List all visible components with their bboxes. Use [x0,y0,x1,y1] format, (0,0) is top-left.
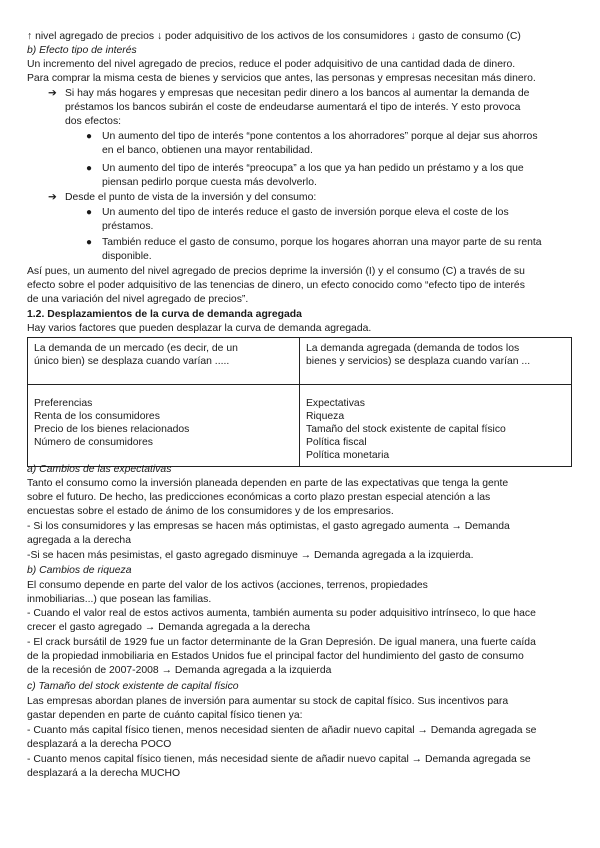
cell-line: Política fiscal [306,437,367,448]
paragraph-line: Tanto el consumo como la inversión planeada dependen en parte de las expectativas que tenga la gente [27,478,509,489]
paragraph-line: encuestas sobre el estado de ánimo de los consumidores y de los empresarios. [27,506,394,517]
list-item: préstamos. [102,221,154,232]
paragraph-line: Desde el punto de vista de la inversión y del consumo: [65,192,317,203]
paragraph-line: préstamos los bancos subirán el coste de endeudarse aumentará el tipo de interés. Y esto provoca [65,102,521,113]
table-row [28,338,572,385]
table-row [28,385,572,467]
paragraph-line: - Si los consumidores y las empresas se hacen más optimistas, el gasto agregado aumenta → Demanda [27,521,510,532]
cell-line: Precio de los bienes relacionados [34,424,190,435]
paragraph-line: inmobiliarias...) que posean las familias. [27,594,212,605]
cell-line: Preferencias [34,398,93,409]
bullet-dot-icon: ● [86,237,93,248]
cell-line: Riqueza [306,411,345,422]
cell-line: Número de consumidores [34,437,153,448]
bullet-dot-icon: ● [86,131,93,142]
table-cell-left [28,385,300,467]
intro-line: ↑ nivel agregado de precios ↓ poder adquisitivo de los activos de los consumidores ↓ gasto de consumo (C) [27,31,521,42]
bullet-dot-icon: ● [86,163,93,174]
paragraph-line: de la recesión de 2007-2008 → Demanda agregada a la izquierda [27,665,332,676]
comparison-table [27,337,572,467]
heading-stock-capital: c) Tamaño del stock existente de capital físico [27,681,239,692]
paragraph-line: agregada a la derecha [27,535,131,546]
paragraph-line: - Cuanto más capital físico tienen, menos necesidad sienten de añadir nuevo capital → Demanda agregada se [27,725,537,736]
heading-efecto-tipo-interes: b) Efecto tipo de interés [27,45,137,56]
heading-cambios-expectativas: a) Cambios de las expectativas [27,464,172,475]
paragraph-line: sobre el futuro. De hecho, las predicciones económicas a corto plazo prestan especial atención a las [27,492,491,503]
cell-line: Expectativas [306,398,365,409]
list-item: piensan pedirlo porque cuesta más devolverlo. [102,177,317,188]
cell-line: único bien) se desplaza cuando varían ..... [34,356,230,367]
bullet-dot-icon: ● [86,207,93,218]
heading-cambios-riqueza: b) Cambios de riqueza [27,565,132,576]
list-item: Un aumento del tipo de interés “pone contentos a los ahorradores” porque al dejar sus ahorros [102,131,538,142]
paragraph-line: Para comprar la misma cesta de bienes y servicios que antes, las personas y empresas necesitan más dinero. [27,73,536,84]
paragraph-line: El consumo depende en parte del valor de los activos (acciones, terrenos, propiedades [27,580,428,591]
paragraph-line: crecer el gasto agregado → Demanda agregada a la derecha [27,622,311,633]
section-heading: 1.2. Desplazamientos de la curva de demanda agregada [27,309,302,320]
cell-line: La demanda de un mercado (es decir, de un [34,343,238,354]
table-header-left [28,338,300,385]
paragraph-line: - Cuando el valor real de estos activos aumenta, también aumenta su poder adquisitivo intrínseco, lo que hace [27,608,536,619]
cell-line: Tamaño del stock existente de capital físico [306,424,506,435]
paragraph-line: de una variación del nivel agregado de precios”. [27,294,249,305]
paragraph-line: - El crack bursátil de 1929 fue un factor determinante de la Gran Depresión. De igual manera, una fuerte caída [27,637,536,648]
list-item: También reduce el gasto de consumo, porque los hogares ahorran una mayor parte de su renta [102,237,542,248]
paragraph-line: efecto sobre el poder adquisitivo de las tenencias de dinero, un efecto conocido como “efecto tipo de interés [27,280,525,291]
paragraph-line: gastar dependen en parte de cuánto capital físico tienen ya: [27,710,303,721]
list-item: Un aumento del tipo de interés “preocupa” a los que ya han pedido un préstamo y a los que [102,163,524,174]
paragraph-line: Un incremento del nivel agregado de precios, reduce el poder adquisitivo de una cantidad dada de dinero. [27,59,516,70]
paragraph-line: - Cuanto menos capital físico tienen, más necesidad siente de añadir nuevo capital → Demanda agregada se [27,754,531,765]
cell-line: La demanda agregada (demanda de todos los [306,343,520,354]
list-item: disponible. [102,251,152,262]
table-cell-right [300,385,572,467]
paragraph-line: Así pues, un aumento del nivel agregado de precios deprime la inversión (I) y el consumo (C) a través de su [27,266,525,277]
cell-line: bienes y servicios) se desplaza cuando varían ... [306,356,531,367]
cell-line: Política monetaria [306,450,390,461]
list-item: Un aumento del tipo de interés reduce el gasto de inversión porque eleva el coste de los [102,207,509,218]
paragraph-line: dos efectos: [65,116,122,127]
paragraph-line: Las empresas abordan planes de inversión para aumentar su stock de capital físico. Sus incentivos para [27,696,509,707]
paragraph-line: desplazará a la derecha POCO [27,739,172,750]
arrow-bullet-icon: ➔ [48,192,57,203]
paragraph-line: desplazará a la derecha MUCHO [27,768,181,779]
table-header-right [300,338,572,385]
arrow-bullet-icon: ➔ [48,88,57,99]
paragraph-line: Hay varios factores que pueden desplazar la curva de demanda agregada. [27,323,372,334]
paragraph-line: de la propiedad inmobiliaria en Estados Unidos fue el principal factor del hundimiento del gasto de consumo [27,651,524,662]
paragraph-line: Si hay más hogares y empresas que necesitan pedir dinero a los bancos al aumentar la demanda de [65,88,530,99]
paragraph-line: -Si se hacen más pesimistas, el gasto agregado disminuye → Demanda agregada a la izquierda. [27,550,474,561]
cell-line: Renta de los consumidores [34,411,160,422]
list-item: en el banco, obtienen una mayor rentabilidad. [102,145,313,156]
